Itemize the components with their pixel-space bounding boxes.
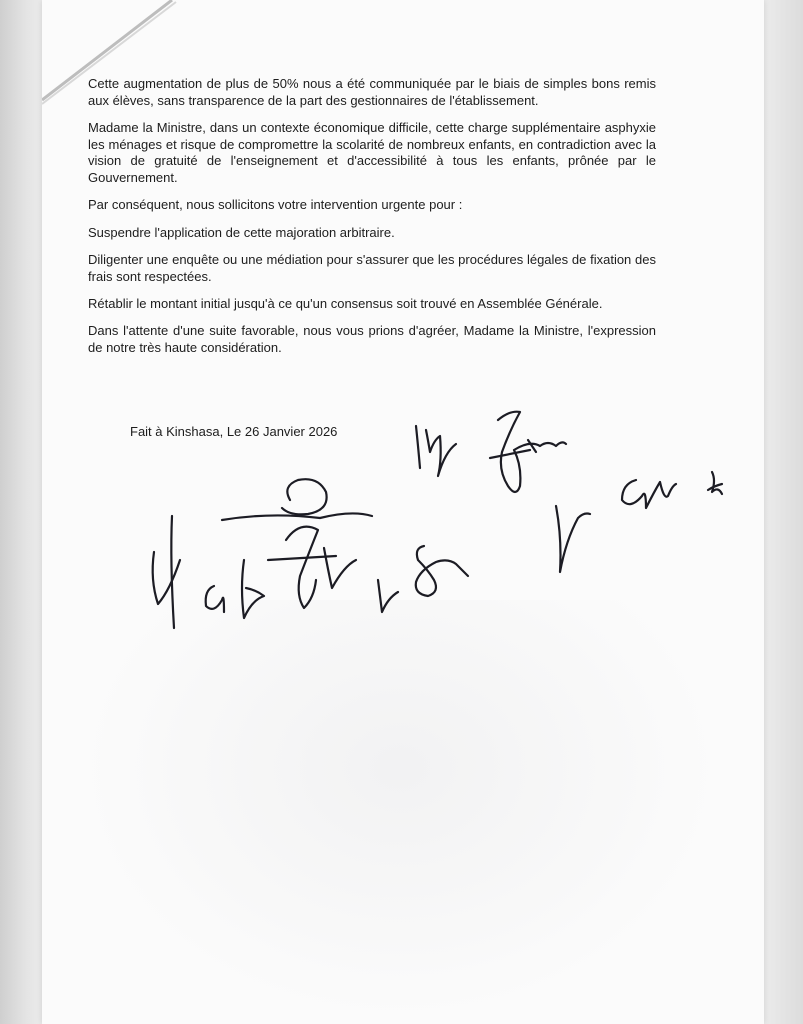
place-and-date: Fait à Kinshasa, Le 26 Janvier 2026 [130,424,338,439]
paragraph-closing: Dans l'attente d'une suite favorable, nous vous prions d'agréer, Madame la Ministre, l'expression de notre très haute considération. [88,323,656,355]
letter-body [88,76,656,367]
background-right-edge [763,0,803,1024]
paragraph-request-investigation: Diligenter une enquête ou une médiation pour s'assurer que les procédures légales de fixation des frais sont respectées. [88,251,656,284]
paragraph-request-suspend: Suspendre l'application de cette majoration arbitraire. [88,224,395,240]
paragraph-economic-context: Madame la Ministre, dans un contexte économique difficile, cette charge supplémentaire asphyxie les ménages et risque de compromettre la scolarité de nombreux enfants, en contradiction avec la vision de gratuité de l'enseignement et d'accessibilité à tous les enfants, prônée par le Gouvernement. [88,119,656,185]
background-left-edge [0,0,44,1024]
paragraph-fee-increase: Cette augmentation de plus de 50% nous a été communiquée par le biais de simples bons remis aux élèves, sans transparence de la part des gestionnaires de l'établissement. [88,76,656,108]
page-shading [80,600,720,1020]
paragraph-request-intro: Par conséquent, nous sollicitons votre intervention urgente pour : [88,197,463,213]
paragraph-request-restore: Rétablir le montant initial jusqu'à ce qu'un consensus soit trouvé en Assemblée Générale. [88,295,603,311]
